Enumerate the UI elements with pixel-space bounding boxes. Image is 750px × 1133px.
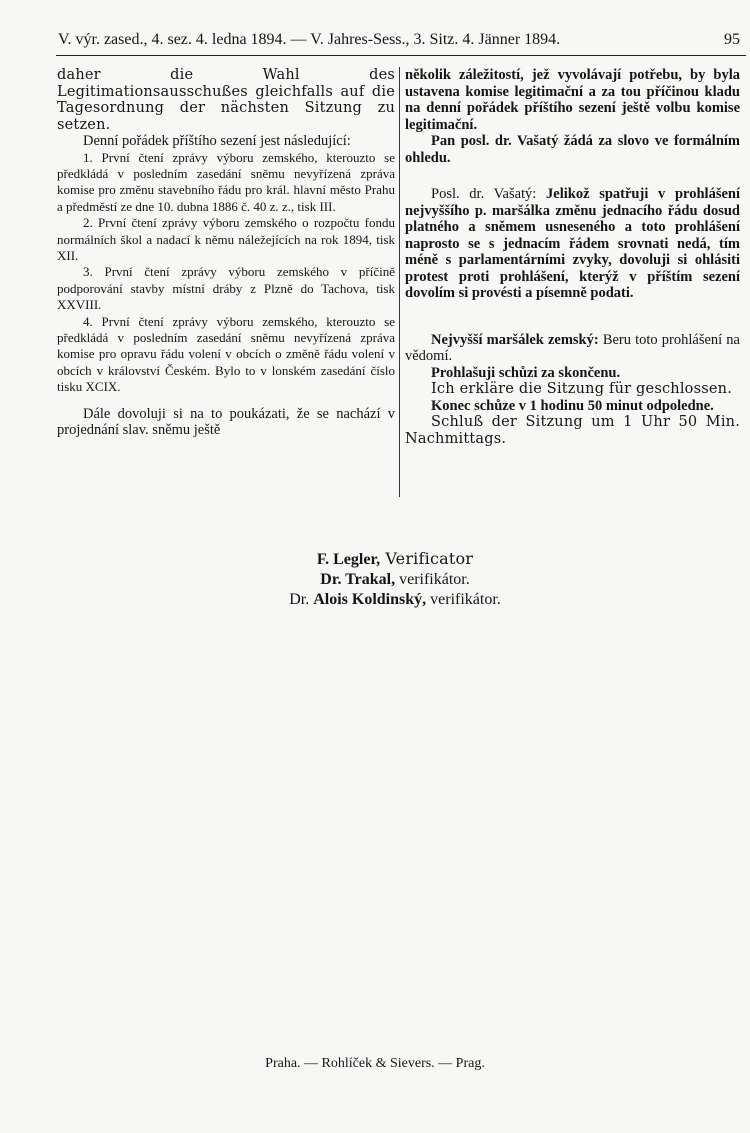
speech-text: Jelikož spatřuji v prohlášení nejvyššího p. maršálka změnu jednacího řádu dosud platného a sněmem usneseného a toto prohlášení naprosto se s jednacím řádem srovnati nedá, tím méně s parlamentárními zvyky, dovoluji si ohlásiti protest proti prohlášení, kterýž v příštím sezení dovolím si provésti a písemně podati.: [405, 186, 740, 301]
printer-imprint: Praha. — Rohlíček & Sievers. — Prag.: [265, 1056, 485, 1071]
signatory-prefix: Dr.: [289, 591, 314, 608]
running-header: [58, 30, 740, 50]
signatures-block: [0, 549, 750, 610]
agenda-item-3: 3. První čtení zprávy výboru zemského v příčině podporování stavby místní dráby z Plzně do Tachova, tisk XXVIII.: [57, 264, 395, 313]
signatory-role: verifikátor.: [395, 571, 470, 588]
signature-legler: [0, 549, 750, 570]
header-title: V. výr. zased., 4. sez. 4. ledna 1894. — V. Jahres-Sess., 3. Sitz. 4. Jänner 1894.: [58, 31, 561, 48]
signature-trakal: [0, 570, 750, 590]
agenda-item-2: 2. První čtení zprávy výboru zemského o rozpočtu fondu normálních škol a nadací k němu náležejících na rok 1894, tisk XII.: [57, 215, 395, 263]
speaker-name: Posl. dr. Vašatý:: [431, 186, 537, 202]
signatory-role: verifikátor.: [426, 591, 501, 608]
speaker-name: Nejvyšší maršálek zemský:: [431, 331, 599, 348]
signature-koldinsky: [0, 590, 750, 610]
agenda-item-1: 1. První čtení zprávy výboru zemského, kterouzto se předkládá v posledním zasedání sněmu nevyřízená zpráva komise pro změnu stavebního řádu pro král. hlavní město Prahu a předměstí ze dne 10. dubna 1886 č. 40 z. z., tisk III.: [57, 149, 395, 214]
paragraph-session-end-time-de: Schluß der Sitzung um 1 Uhr 50 Min. Nachmittags.: [405, 414, 740, 447]
paragraph-further-notice: Dále dovoluji si na to poukázati, že se nachází v projednání slav. sněmu ještě: [57, 405, 395, 439]
paragraph-session-end-time-cz: Konec schůze v 1 hodinu 50 minut odpoledne.: [431, 397, 714, 414]
signatory-name: Alois Koldinský,: [313, 591, 427, 608]
paragraph-agenda-intro: Denní pořádek příštího sezení jest následující:: [83, 133, 351, 149]
speech-text: Beru toto prohlášení na vědomí.: [405, 331, 740, 364]
header-rule: [56, 55, 746, 56]
paragraph-continuation: několik záležitostí, jež vyvolávají potřebu, by byla ustavena komise legitimační a za tou příčinou kladu na denní pořádek příštího sezení ještě volbu komise legitimační.: [405, 67, 740, 133]
paragraph-session-closed-de: Ich erkläre die Sitzung für geschlossen.: [431, 381, 733, 397]
left-column: [57, 67, 395, 439]
agenda-item-4: 4. První čtení zprávy výboru zemského, kterouzto se předkládá v posledním zasedání sněmu nevyřízená zpráva komise pro opravu řádu volení v obcích o změně řádu volení v obcích v království Českém. Bylo to v lonském zasedání číslo tisku XCIX.: [57, 313, 395, 395]
signatory-name: F. Legler,: [316, 551, 381, 568]
paragraph-german-continuation: daher die Wahl des Legitimationsausschußes gleichfalls auf die Tagesordnung der nächsten Sitzung zu setzen.: [57, 67, 395, 133]
page-number: 95: [724, 31, 740, 48]
column-divider: [399, 67, 400, 497]
paragraph-marshal-reply: [405, 332, 740, 365]
signatory-role: Verificator: [380, 549, 474, 568]
right-column: [405, 67, 740, 447]
paragraph-session-closed-cz: Prohlašuji schůzi za skončenu.: [431, 364, 621, 381]
signatory-name: Dr. Trakal,: [320, 571, 396, 588]
paragraph-request-to-speak: Pan posl. dr. Vašatý žádá za slovo ve formálním ohledu.: [405, 133, 740, 166]
paragraph-vasaty-speech: [405, 186, 740, 302]
